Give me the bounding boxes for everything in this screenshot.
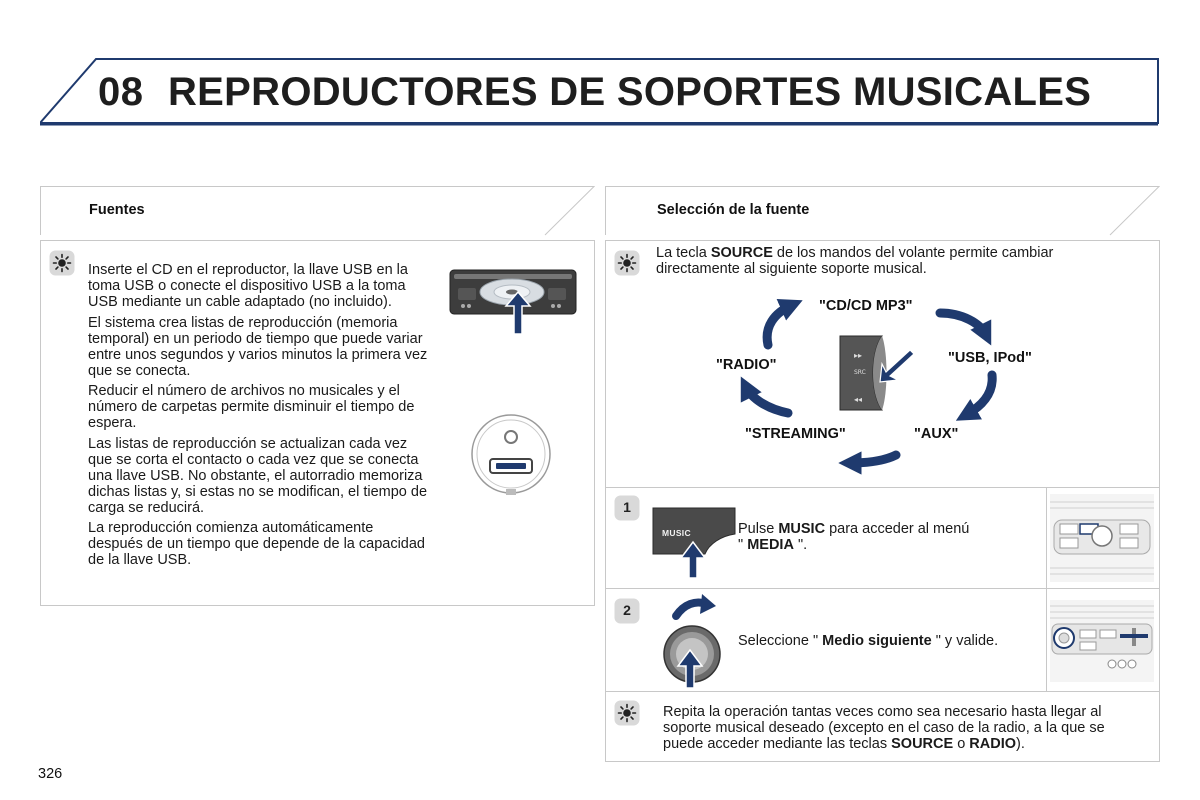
source-label-usb: "USB, IPod" xyxy=(948,350,1032,366)
svg-text:▸▸: ▸▸ xyxy=(854,351,863,360)
step-1-number: 1 xyxy=(623,499,631,515)
fuentes-text xyxy=(88,262,430,573)
source-label-aux: "AUX" xyxy=(914,426,959,442)
source-label-cd: "CD/CD MP3" xyxy=(819,298,913,314)
radio-panel-illustration xyxy=(1050,494,1154,582)
tip-sun-icon xyxy=(614,700,640,726)
fuentes-paragraph-4: Las listas de reproducción se actualizan cada vez que se corta el contacto o cada vez que se conecta una llave USB. No obstante, el autorradio memoriza dichas listas y, si estas no se modifican, el tiempo de carga se reducirá. xyxy=(88,435,428,516)
fuentes-paragraph-5: La reproducción comienza automáticamente después de un tiempo que depende de la capacidad de la llave USB. xyxy=(88,520,425,568)
section-title-seleccion: Selección de la fuente xyxy=(657,202,810,218)
step-1-text: Pulse MUSIC para acceder al menú " MEDIA ". xyxy=(738,521,970,553)
source-label-streaming: "STREAMING" xyxy=(745,426,846,442)
source-intro-text: La tecla SOURCE de los mandos del volante permite cambiar directamente al siguiente soporte musical. xyxy=(656,245,1054,277)
chapter-header xyxy=(40,57,1160,127)
step-1-divider xyxy=(1046,487,1047,589)
chapter-number: 08 xyxy=(98,70,144,114)
fuentes-paragraph-1: Inserte el CD en el reproductor, la llave USB en la toma USB o conecte el dispositivo USB a la toma USB mediante un cable adaptado (no incluido). xyxy=(88,262,408,310)
chapter-title: REPRODUCTORES DE SOPORTES MUSICALES xyxy=(168,70,1092,114)
music-button-label: MUSIC xyxy=(662,528,691,538)
tip-sun-icon xyxy=(614,250,640,276)
radio-panel-knob-illustration xyxy=(1050,600,1154,682)
tip-sun-icon xyxy=(49,250,75,276)
step-2-divider xyxy=(1046,588,1047,692)
step-2-text: Seleccione " Medio siguiente " y valide. xyxy=(738,633,999,649)
fuentes-paragraph-3: Reducir el número de archivos no musicales y el número de carpetas permite disminuir el tiempo de espera. xyxy=(88,383,415,431)
fuentes-paragraph-2: El sistema crea listas de reproducción (memoria temporal) en un periodo de tiempo que puede variar entre unos segundos y varios minutos la primera vez que se conecta. xyxy=(88,314,428,379)
steering-wheel-control-illustration xyxy=(836,334,916,414)
section-tab-fuentes xyxy=(40,186,595,234)
music-button-illustration xyxy=(651,506,737,580)
svg-text:◂◂: ◂◂ xyxy=(854,395,863,404)
step-2-number: 2 xyxy=(623,602,631,618)
section-title-fuentes: Fuentes xyxy=(89,202,145,218)
usb-port-illustration xyxy=(470,413,552,497)
source-label-radio: "RADIO" xyxy=(716,357,777,373)
rotary-knob-illustration xyxy=(656,592,728,690)
page-number: 326 xyxy=(38,766,63,782)
svg-text:SRC: SRC xyxy=(854,369,866,376)
section-tab-seleccion xyxy=(605,186,1160,234)
repeat-note-text: Repita la operación tantas veces como sea necesario hasta llegar al soporte musical deseado (excepto en el caso de la radio, a la que se puede acceder mediante las teclas SOURCE o RADIO). xyxy=(663,704,1105,752)
cd-player-illustration xyxy=(448,266,578,336)
